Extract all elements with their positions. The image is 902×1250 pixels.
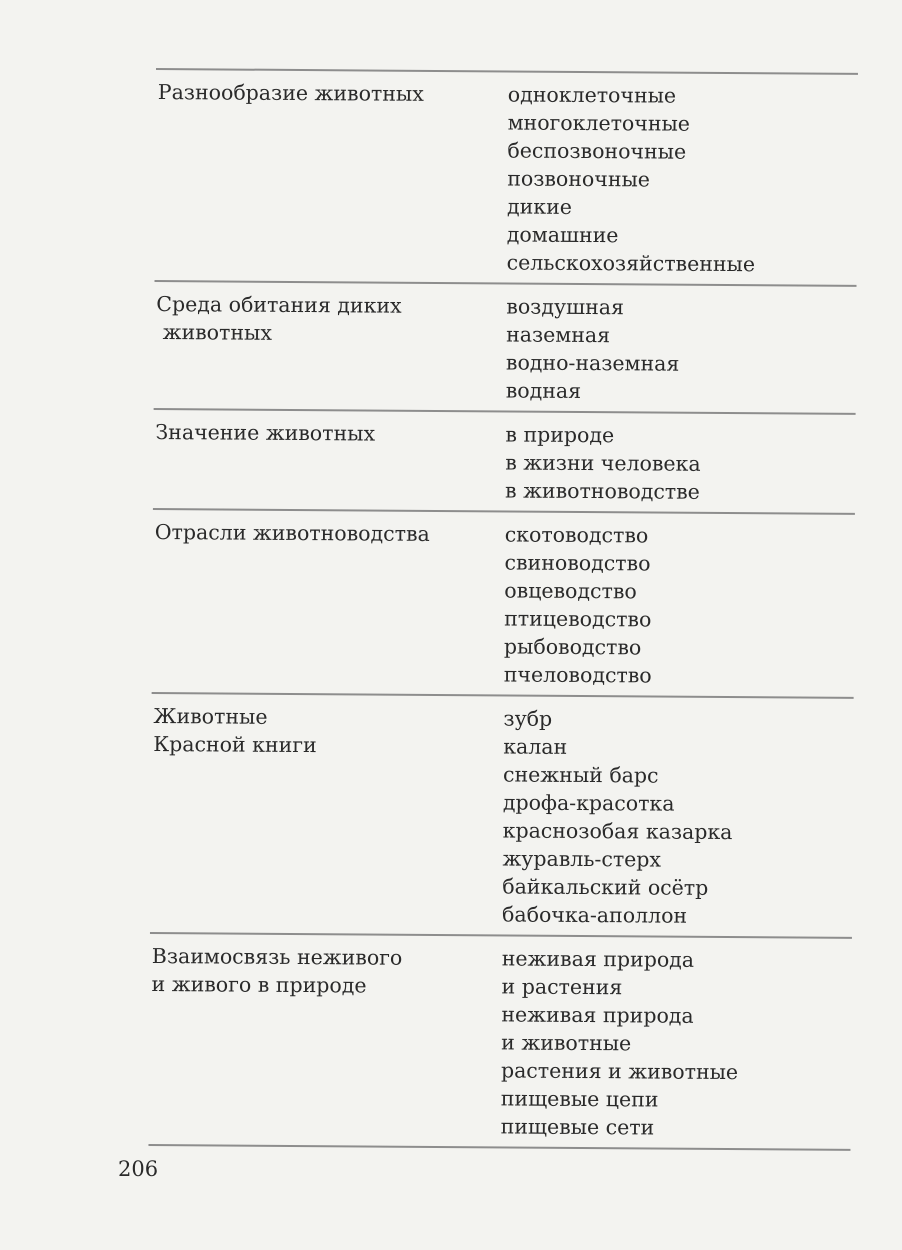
table-row-interrelation [148, 932, 851, 1151]
list-item: байкальский осётр [502, 874, 709, 900]
list-item: водно-наземная [505, 350, 680, 376]
items-cell [501, 944, 852, 1142]
term-cell [149, 942, 502, 1140]
term-cell [152, 518, 505, 688]
list-item: в природе [505, 422, 615, 448]
list-item: зубр [503, 706, 553, 731]
term-line: Значение животных [155, 420, 376, 446]
list-item: наземная [506, 322, 611, 348]
list-item: журавль-стерх [502, 846, 662, 872]
term-line: Животные [153, 703, 268, 729]
table-row-habitat [154, 280, 857, 413]
list-item: домашние [506, 222, 619, 248]
list-item: скотоводство [504, 522, 649, 548]
list-item: дрофа-красотка [502, 790, 675, 816]
table-row-importance [153, 408, 856, 513]
list-item: снежный барс [502, 762, 659, 788]
term-line: Среда обитания диких [156, 292, 402, 318]
list-item: бабочка-аполлон [502, 902, 688, 928]
list-item: птицеводство [504, 606, 652, 632]
list-item: сельскохозяйственные [506, 250, 756, 277]
list-item: неживая природа [501, 1002, 694, 1028]
table-row-animal-diversity [155, 68, 858, 285]
list-item: пищевые цепи [500, 1086, 659, 1112]
list-item: воздушная [506, 294, 625, 320]
items-cell [505, 420, 856, 506]
list-item: свиноводство [504, 550, 651, 576]
glossary-table [148, 68, 858, 1151]
list-item: пчеловодство [503, 662, 652, 688]
list-item: водная [505, 378, 582, 403]
list-item: краснозобая казарка [502, 818, 733, 845]
items-cell [507, 80, 858, 278]
term-line: Красной книги [153, 731, 317, 758]
table-row-livestock-branches [152, 508, 855, 697]
term-cell [154, 290, 507, 404]
list-item: овцеводство [504, 578, 637, 604]
list-item: рыбоводство [503, 634, 642, 660]
list-item: неживая природа [501, 946, 695, 972]
list-item: и животные [501, 1030, 632, 1056]
items-cell [506, 292, 857, 406]
list-item: пищевые сети [500, 1114, 655, 1140]
page-number: 206 [118, 1157, 159, 1181]
term-cell [150, 702, 504, 928]
list-item: и растения [501, 974, 623, 1000]
list-item: калан [503, 734, 568, 759]
term-line: Взаимосвязь неживого [151, 943, 403, 970]
items-cell [502, 704, 854, 930]
items-cell [504, 520, 855, 690]
list-item: в животноводстве [504, 478, 700, 504]
term-line: животных [156, 320, 273, 345]
term-line: Отрасли животноводства [154, 520, 430, 546]
list-item: многоклеточные [507, 110, 691, 136]
list-item: позвоночные [507, 166, 651, 192]
list-item: дикие [506, 194, 573, 219]
term-line: Разнообразие животных [157, 80, 424, 106]
term-line: и живого в природе [151, 971, 367, 998]
table-row-red-book [150, 692, 854, 937]
list-item: одноклеточные [507, 82, 677, 108]
term-cell [155, 78, 508, 276]
list-item: растения и животные [500, 1058, 739, 1085]
term-cell [153, 418, 506, 504]
list-item: беспозвоночные [507, 138, 687, 164]
list-item: в жизни человека [505, 450, 701, 476]
